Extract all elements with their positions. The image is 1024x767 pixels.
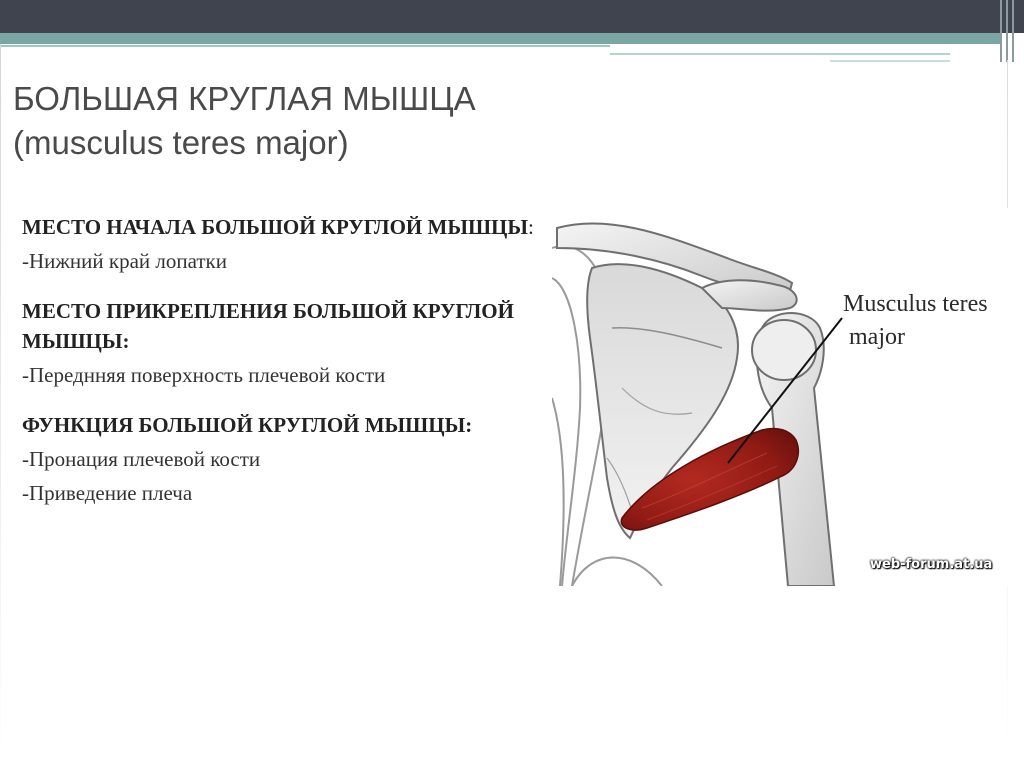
caption-line-1: Musculus teres: [843, 291, 988, 317]
section-heading: МЕСТО ПРИКРЕПЛЕНИЯ БОЛЬШОЙ КРУГЛОЙ МЫШЦЫ:: [22, 299, 514, 353]
watermark-text: web-forum.at.ua: [870, 557, 993, 572]
slide-title: [13, 77, 613, 165]
list-item: -Пронация плечевой кости: [22, 447, 261, 471]
slide-left-border: [0, 44, 1, 767]
header-edge-line: [1000, 0, 1002, 62]
section-function: [22, 410, 552, 508]
shoulder-drawing: [552, 208, 1020, 586]
content-text: [22, 212, 552, 508]
header-edge-line: [1012, 0, 1014, 62]
humeral-head: [752, 320, 816, 380]
section-heading: МЕСТО НАЧАЛА БОЛЬШОЙ КРУГЛОЙ МЫШЦЫ:: [22, 215, 534, 239]
list-item: -Переднняя поверхность плечевой кости: [22, 363, 386, 387]
header-thin-line: [830, 60, 950, 62]
caption-line-2: major: [849, 324, 905, 350]
title-line-2: (musculus teres major): [13, 124, 349, 161]
header-thin-line: [0, 45, 610, 47]
header-accent-stripe: [0, 33, 1000, 44]
anatomy-illustration: [552, 208, 1020, 586]
list-item: -Нижний край лопатки: [22, 249, 227, 273]
header-edge-line: [1006, 0, 1008, 62]
figure-caption: [843, 288, 988, 354]
title-line-1: БОЛЬШАЯ КРУГЛАЯ МЫШЦА: [13, 80, 476, 117]
header-thin-line: [610, 53, 950, 55]
header-bar: [0, 0, 1024, 33]
list-item: -Приведение плеча: [22, 481, 193, 505]
section-origin: [22, 212, 552, 276]
section-insertion: [22, 296, 552, 390]
section-heading: ФУНКЦИЯ БОЛЬШОЙ КРУГЛОЙ МЫШЦЫ:: [22, 413, 473, 437]
